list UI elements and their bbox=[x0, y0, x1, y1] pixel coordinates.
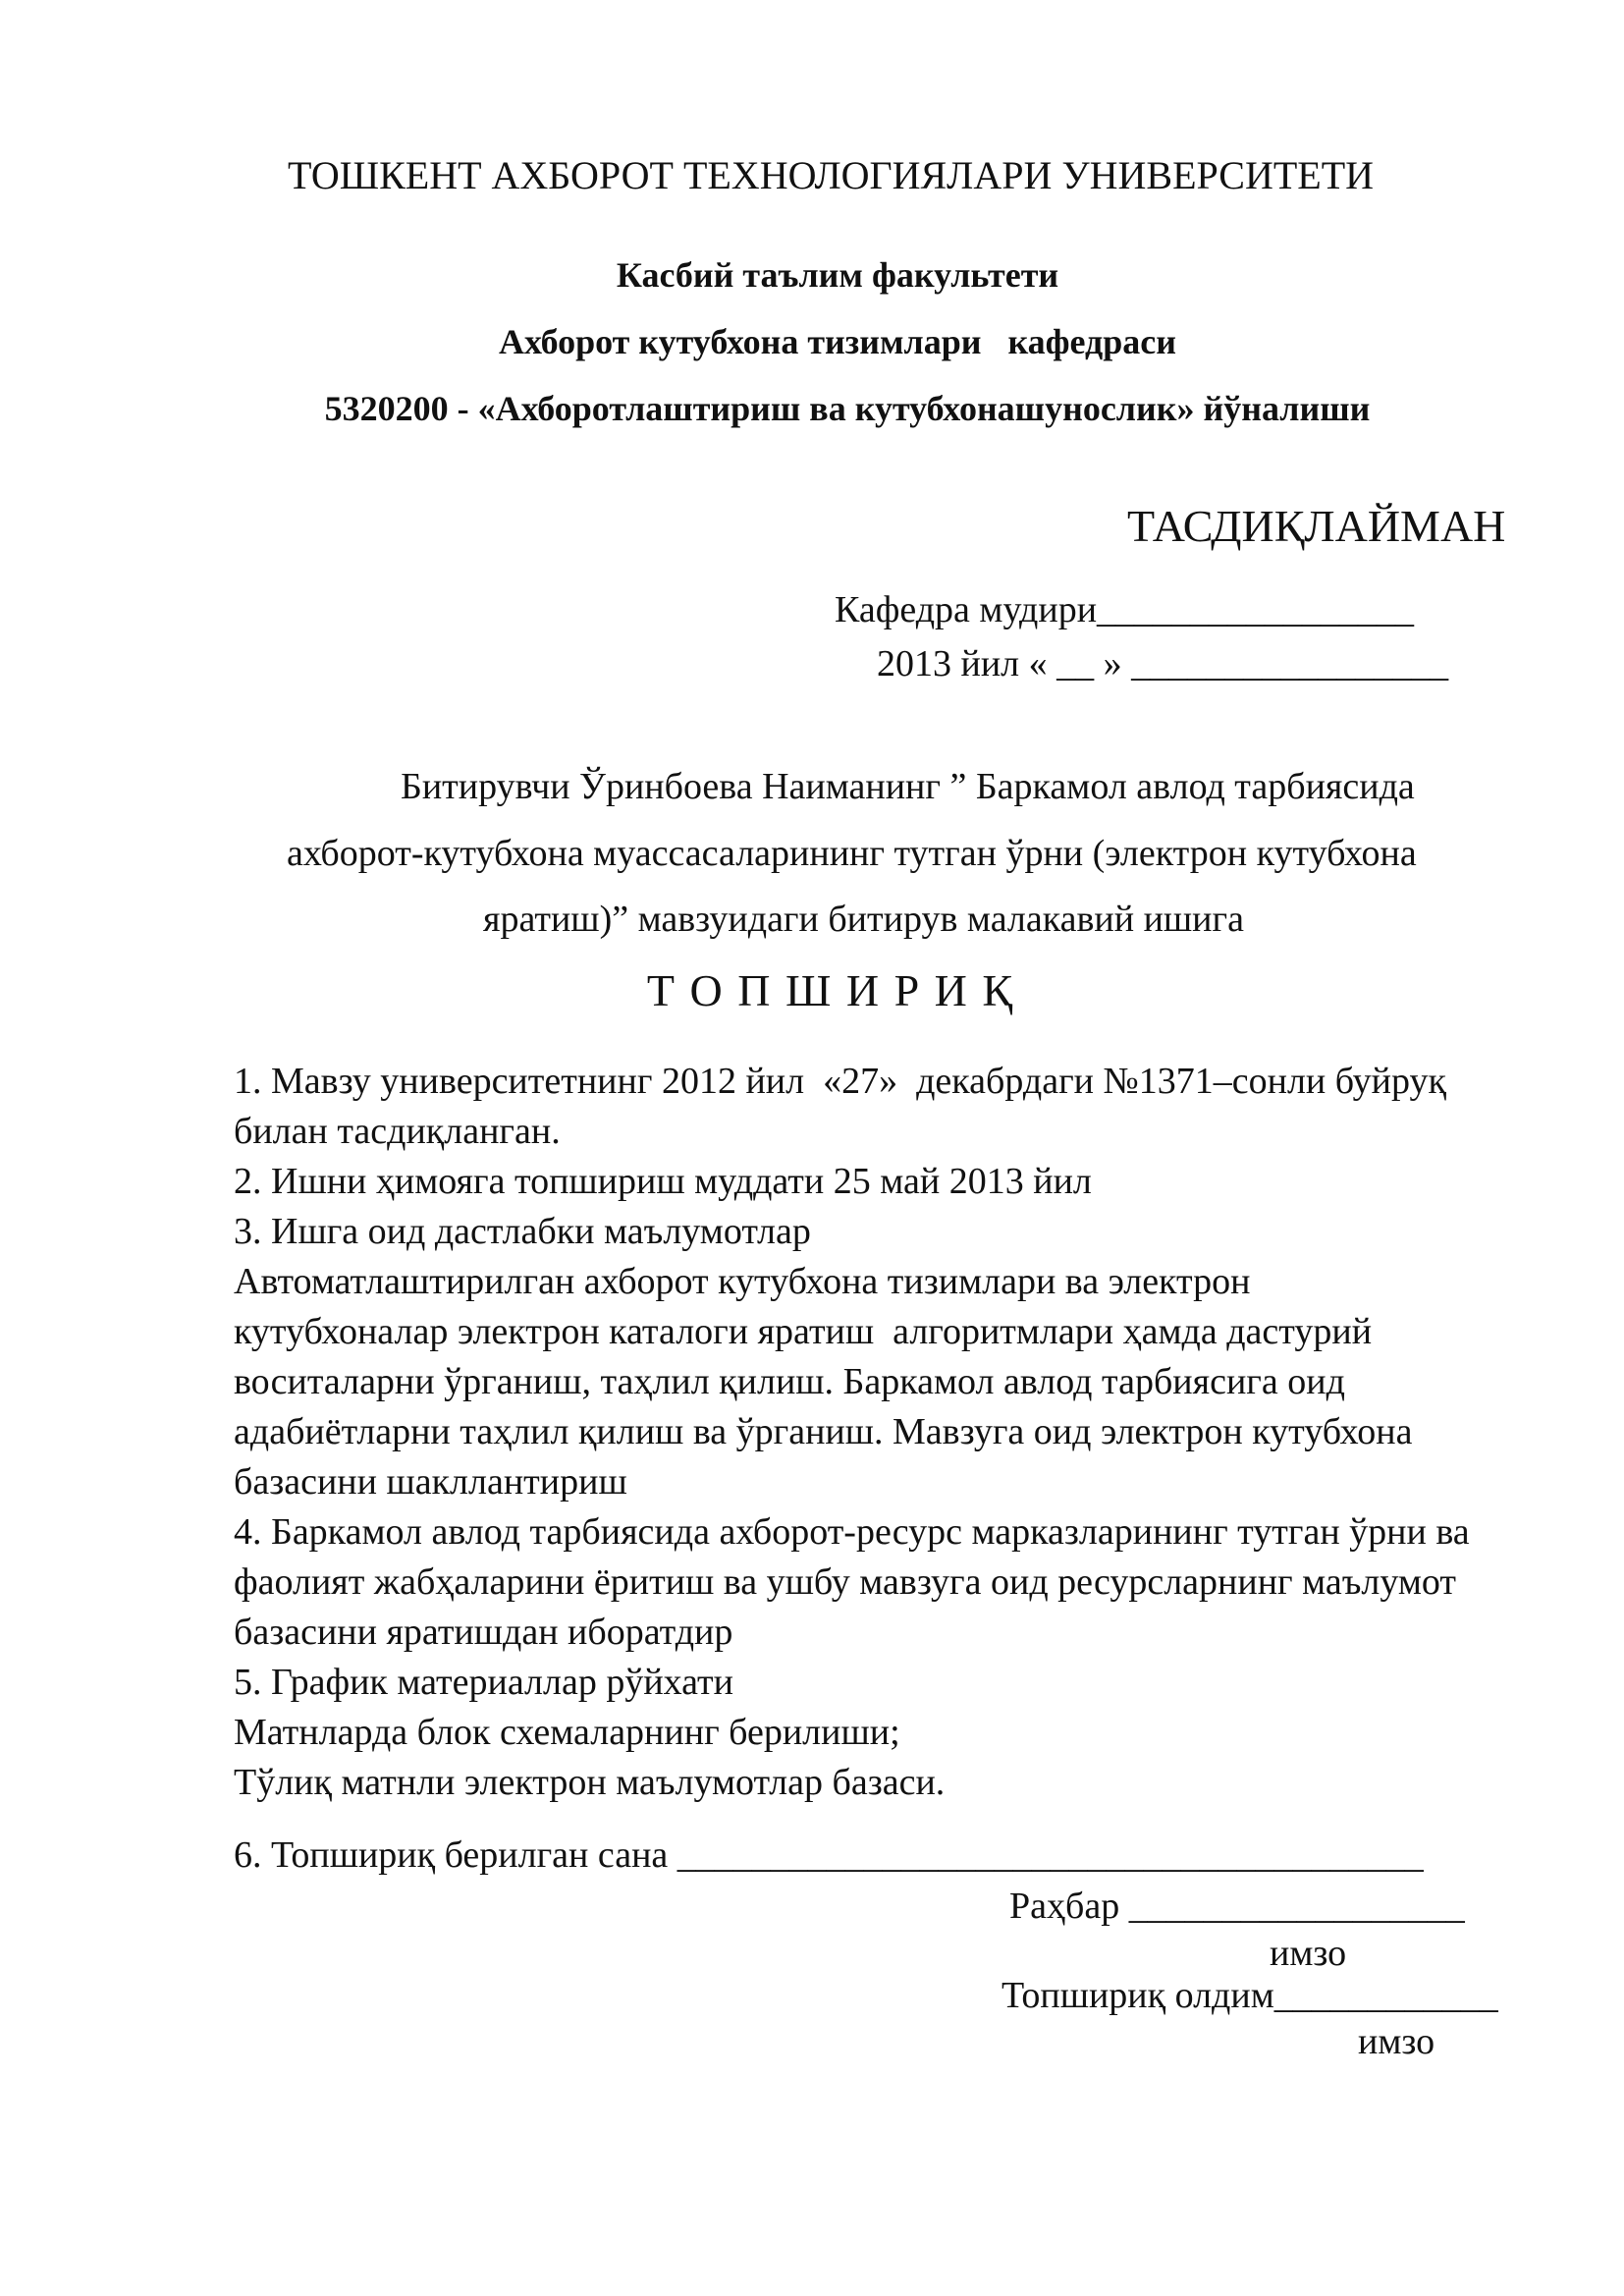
body-line: Тўлиқ матнли электрон маълумотлар базаси. bbox=[234, 1762, 946, 1803]
study-direction: 5320200 - «Ахборотлаштириш ва кутубхонашунослик» йўналиши bbox=[324, 389, 1371, 428]
body-line: адабиётларни таҳлил қилиш ва ўрганиш. Мавзуга оид электрон кутубхона bbox=[234, 1411, 1413, 1452]
supervisor-signature-line: Раҳбар __________________ bbox=[1009, 1886, 1465, 1927]
university-name: ТОШКЕНТ АХБОРОТ ТЕХНОЛОГИЯЛАРИ УНИВЕРСИТЕТИ bbox=[287, 153, 1375, 197]
body-line: кутубхоналар электрон каталоги яратиш алгоритмлари ҳамда дастурий bbox=[234, 1311, 1373, 1352]
body-line: 3. Ишга оид дастлабки маълумотлар bbox=[234, 1211, 811, 1252]
body-line: билан тасдиқланган. bbox=[234, 1111, 561, 1152]
task-received-line: Топшириқ олдим____________ bbox=[1001, 1975, 1498, 2016]
body-line: 2. Ишни ҳимояга топшириш муддати 25 май 2013 йил bbox=[234, 1161, 1092, 1202]
faculty-name: Касбий таълим факультети bbox=[616, 255, 1059, 295]
department-name: Ахборот кутубхона тизимлари кафедраси bbox=[498, 322, 1177, 361]
body-line: воситаларни ўрганиш, таҳлил қилиш. Баркамол авлод тарбиясига оид bbox=[234, 1361, 1345, 1402]
body-line: Автоматлаштирилган ахборот кутубхона тизимлари ва электрон bbox=[234, 1261, 1251, 1302]
body-line: 5. График материаллар рўйхати bbox=[234, 1662, 733, 1703]
intro-line: Битирувчи Ўринбоева Наиманинг ” Баркамол авлод тарбиясида bbox=[401, 766, 1415, 807]
body-line: Матнларда блок схемаларнинг берилиши; bbox=[234, 1712, 900, 1753]
issue-date-line: 6. Топшириқ берилган сана ________________________________________ bbox=[234, 1834, 1424, 1876]
task-title: Т О П Ш И Р И Қ bbox=[646, 965, 1015, 1015]
intro-line: ахборот-кутубхона муассасаларининг тутган ўрни (электрон кутубхона bbox=[287, 833, 1417, 874]
body-line: 1. Мавзу университетнинг 2012 йил «27» декабрдаги №1371–сонли буйруқ bbox=[234, 1061, 1446, 1102]
approval-head-signature-line: Кафедра мудири_________________ bbox=[835, 589, 1415, 630]
body-line: 4. Баркамол авлод тарбиясида ахборот-ресурс марказларининг тутган ўрни ва bbox=[234, 1511, 1470, 1553]
approval-date-line: 2013 йил « __ » _________________ bbox=[877, 643, 1449, 684]
signature-caption: имзо bbox=[1270, 1933, 1347, 1974]
signature-caption: имзо bbox=[1358, 2021, 1435, 2062]
intro-line: яратиш)” мавзуидаги битирув малакавий ишига bbox=[483, 899, 1244, 940]
body-line: базасини яратишдан иборатдир bbox=[234, 1612, 733, 1653]
body-line: фаолият жабҳаларини ёритиш ва ушбу мавзуга оид ресурсларнинг маълумот bbox=[234, 1561, 1457, 1603]
body-line: базасини шакллантириш bbox=[234, 1461, 627, 1503]
approval-title: ТАСДИҚЛАЙМАН bbox=[1127, 501, 1506, 551]
